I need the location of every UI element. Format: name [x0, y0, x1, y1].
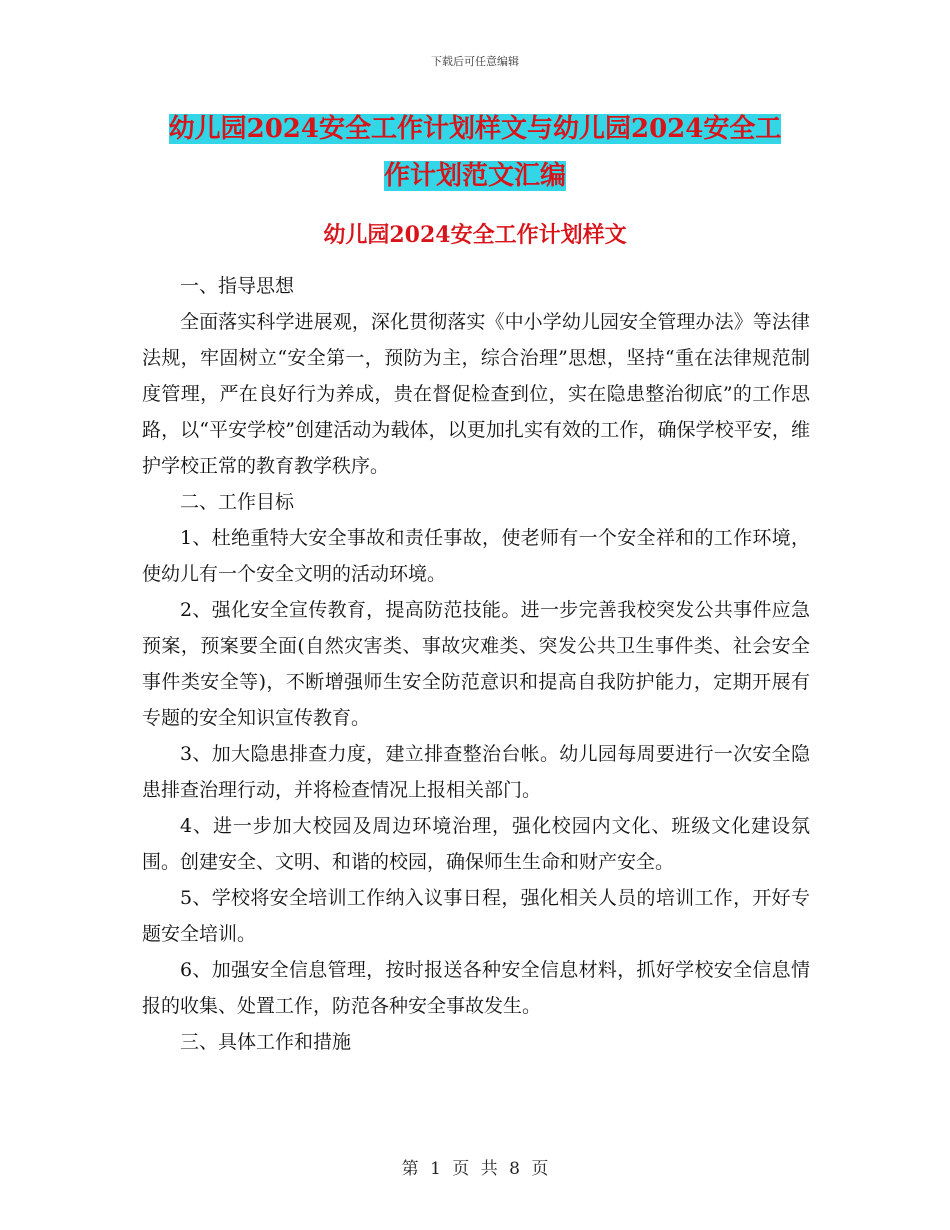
goal-item-5: 5、学校将安全培训工作纳入议事日程，强化相关人员的培训工作，开好专题安全培训。 — [142, 887, 810, 945]
document-title-line-2: 作计划范文汇编 — [383, 161, 566, 191]
document-title — [120, 106, 830, 200]
heading-specific-measures: 三、具体工作和措施 — [180, 1031, 352, 1053]
goal-item-4: 4、进一步加大校园及周边环境治理，强化校园内文化、班级文化建设氛围。创建安全、文明、和谐的校园，确保师生生命和财产安全。 — [142, 815, 810, 873]
document-title-line-1: 幼儿园2024安全工作计划样文与幼儿园2024安全工 — [168, 114, 782, 144]
document-body — [142, 268, 810, 1060]
page-number-footer: 第 1 页 共 8 页 — [401, 1159, 549, 1179]
section-title: 幼儿园2024安全工作计划样文 — [323, 222, 627, 248]
heading-guiding-ideology: 一、指导思想 — [180, 275, 295, 297]
heading-work-goals: 二、工作目标 — [180, 491, 295, 513]
goal-item-3: 3、加大隐患排查力度，建立排查整治台帐。幼儿园每周要进行一次安全隐患排查治理行动，并将检查情况上报相关部门。 — [142, 743, 810, 801]
goal-item-2: 2、强化安全宣传教育，提高防范技能。进一步完善我校突发公共事件应急预案，预案要全面(自然灾害类、事故灾难类、突发公共卫生事件类、社会安全事件类安全等)，不断增强师生安全防范意识和提高自我防护能力，定期开展有专题的安全知识宣传教育。 — [142, 599, 810, 729]
paragraph-guiding-ideology: 全面落实科学进展观，深化贯彻落实《中小学幼儿园安全管理办法》等法律法规，牢固树立“安全第一，预防为主，综合治理”思想，坚持“重在法律规范制度管理，严在良好行为养成，贵在督促检查到位，实在隐患整治彻底”的工作思路，以“平安学校”创建活动为载体，以更加扎实有效的工作，确保学校平安，维护学校正常的教育教学秩序。 — [142, 311, 810, 477]
goal-item-1: 1、杜绝重特大安全事故和责任事故，使老师有一个安全祥和的工作环境，使幼儿有一个安全文明的活动环境。 — [142, 527, 810, 585]
page-header-note: 下载后可任意编辑 — [431, 55, 519, 68]
goal-item-6: 6、加强安全信息管理，按时报送各种安全信息材料，抓好学校安全信息情报的收集、处置工作，防范各种安全事故发生。 — [142, 959, 810, 1017]
